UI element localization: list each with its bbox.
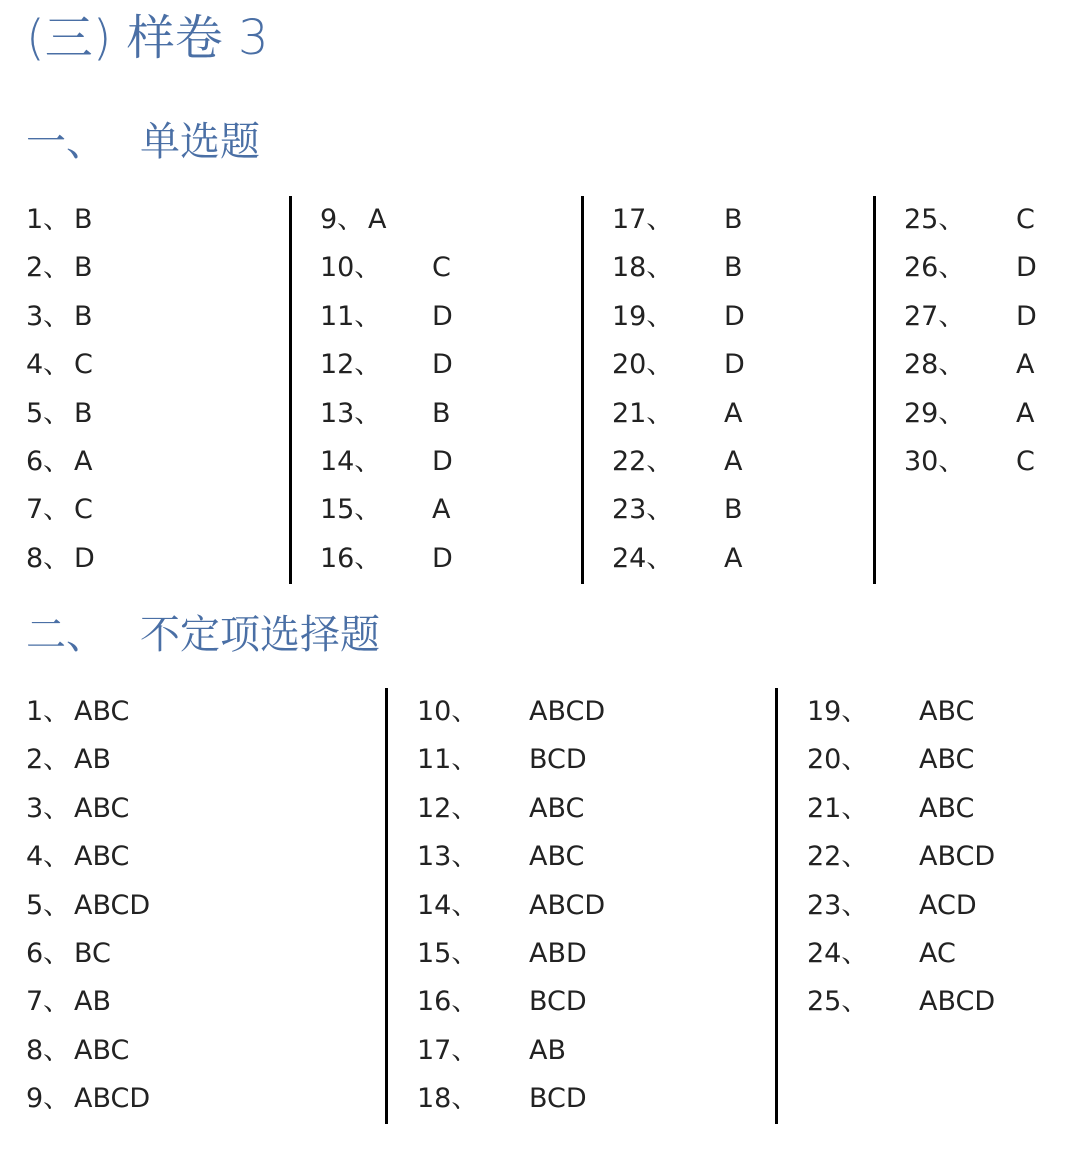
answer-value: C	[74, 494, 93, 526]
answer-value: A	[74, 446, 93, 477]
answer-value: AB	[529, 1034, 566, 1066]
question-number: 24、	[807, 938, 869, 969]
section-number: 二、	[26, 612, 106, 658]
question-number: 4、	[26, 349, 71, 381]
question-number: 7、	[26, 494, 71, 526]
question-number: 8、	[26, 1034, 71, 1066]
question-number: 15、	[417, 938, 479, 969]
answer-value: ACD	[919, 889, 977, 921]
question-number: 27、	[904, 300, 966, 332]
answer-value: D	[724, 300, 745, 332]
question-number: 20、	[612, 349, 674, 381]
section-heading-single-choice	[26, 117, 260, 167]
answer-value: B	[724, 204, 743, 235]
answer-column-1	[26, 688, 384, 1124]
question-number: 12、	[320, 349, 382, 381]
question-number: 14、	[320, 446, 382, 477]
question-number: 3、	[26, 792, 71, 824]
answer-value: ABCD	[919, 986, 996, 1018]
answer-value: D	[1016, 300, 1037, 332]
answer-value: ABC	[529, 841, 585, 873]
answer-value: D	[432, 446, 453, 477]
answer-value: ABCD	[74, 889, 151, 921]
question-number: 7、	[26, 986, 71, 1018]
answer-value: ABCD	[74, 1083, 151, 1115]
question-number: 21、	[612, 397, 674, 429]
question-number: 10、	[417, 696, 479, 727]
answer-column-1	[26, 196, 288, 584]
question-number: 25、	[807, 986, 869, 1018]
answer-value: ABC	[74, 841, 130, 873]
question-number: 25、	[904, 204, 966, 235]
answer-value: ABC	[74, 1034, 130, 1066]
answer-value: A	[724, 542, 743, 574]
answer-value: ABCD	[919, 841, 996, 873]
question-number: 17、	[612, 204, 674, 235]
question-number: 22、	[807, 841, 869, 873]
answer-value: AB	[74, 744, 111, 776]
answer-value: D	[74, 542, 95, 574]
answer-column-4	[873, 196, 1066, 584]
question-number: 1、	[26, 204, 71, 235]
question-number: 21、	[807, 792, 869, 824]
section-title: 单选题	[140, 119, 260, 165]
answer-value: ABCD	[529, 889, 606, 921]
answer-value: B	[724, 252, 743, 284]
answer-value: ABC	[74, 792, 130, 824]
question-number: 5、	[26, 889, 71, 921]
question-number: 9、	[26, 1083, 71, 1115]
answer-column-3	[775, 688, 1068, 1124]
answer-value: AC	[919, 938, 956, 969]
question-number: 13、	[320, 397, 382, 429]
question-number: 2、	[26, 252, 71, 284]
question-number: 3、	[26, 300, 71, 332]
answer-value: A	[1016, 349, 1035, 381]
question-number: 19、	[807, 696, 869, 727]
question-number: 30、	[904, 446, 966, 477]
question-number: 11、	[417, 744, 479, 776]
answer-value: B	[432, 397, 451, 429]
answer-value: C	[432, 252, 451, 284]
answer-value: ABC	[919, 792, 975, 824]
answer-value: BCD	[529, 744, 587, 776]
question-number: 2、	[26, 744, 71, 776]
question-number: 24、	[612, 542, 674, 574]
question-number: 17、	[417, 1034, 479, 1066]
answer-value: B	[74, 300, 93, 332]
question-number: 26、	[904, 252, 966, 284]
answer-value: ABC	[919, 696, 975, 727]
answer-value: A	[1016, 397, 1035, 429]
question-number: 1、	[26, 696, 71, 727]
section-title: 不定项选择题	[140, 612, 380, 658]
answer-value: A	[432, 494, 451, 526]
question-number: 22、	[612, 446, 674, 477]
question-number: 19、	[612, 300, 674, 332]
answer-value: C	[1016, 204, 1035, 235]
answer-value: A	[368, 204, 387, 235]
answer-value: B	[74, 397, 93, 429]
question-number: 28、	[904, 349, 966, 381]
answer-value: ABCD	[529, 696, 606, 727]
answer-value: ABC	[919, 744, 975, 776]
question-number: 6、	[26, 938, 71, 969]
question-number: 8、	[26, 542, 71, 574]
question-number: 6、	[26, 446, 71, 477]
question-number: 5、	[26, 397, 71, 429]
answer-value: D	[432, 300, 453, 332]
question-number: 16、	[417, 986, 479, 1018]
question-number: 11、	[320, 300, 382, 332]
answer-value: A	[724, 397, 743, 429]
page-title: (三) 样卷 3	[26, 10, 269, 66]
question-number: 23、	[612, 494, 674, 526]
question-number: 4、	[26, 841, 71, 873]
section-heading-multiple-choice	[26, 610, 380, 660]
answer-value: AB	[74, 986, 111, 1018]
answer-value: A	[724, 446, 743, 477]
question-number: 23、	[807, 889, 869, 921]
answer-value: D	[1016, 252, 1037, 284]
question-number: 20、	[807, 744, 869, 776]
question-number: 18、	[612, 252, 674, 284]
answer-value: ABC	[529, 792, 585, 824]
question-number: 16、	[320, 542, 382, 574]
question-number: 29、	[904, 397, 966, 429]
question-number: 13、	[417, 841, 479, 873]
question-number: 18、	[417, 1083, 479, 1115]
answer-value: D	[432, 542, 453, 574]
answer-value: D	[724, 349, 745, 381]
answer-value: BCD	[529, 1083, 587, 1115]
answer-value: D	[432, 349, 453, 381]
question-number: 15、	[320, 494, 382, 526]
question-number: 10、	[320, 252, 382, 284]
answer-value: C	[1016, 446, 1035, 477]
answer-column-2	[289, 196, 582, 584]
answer-value: B	[74, 204, 93, 235]
answer-value: BC	[74, 938, 111, 969]
answer-column-2	[385, 688, 776, 1124]
answer-value: B	[724, 494, 743, 526]
answer-value: ABC	[74, 696, 130, 727]
answer-value: ABD	[529, 938, 587, 969]
answer-value: BCD	[529, 986, 587, 1018]
section-number: 一、	[26, 119, 106, 165]
question-number: 12、	[417, 792, 479, 824]
question-number: 14、	[417, 889, 479, 921]
answer-value: C	[74, 349, 93, 381]
answer-column-3	[581, 196, 874, 584]
question-number: 9、	[320, 204, 365, 235]
answer-value: B	[74, 252, 93, 284]
